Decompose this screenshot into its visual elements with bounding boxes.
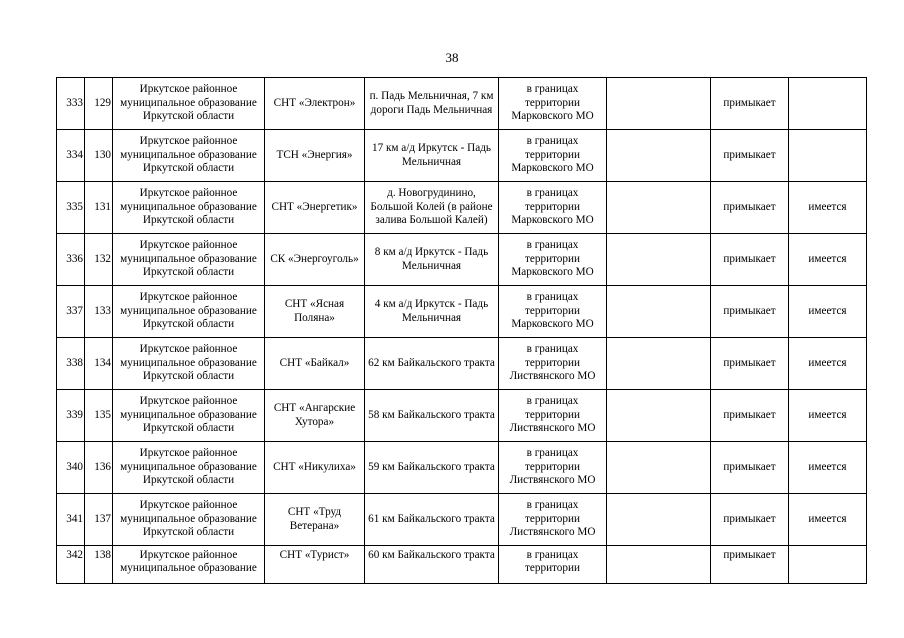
page-number: 38 bbox=[445, 50, 459, 65]
empty-cell bbox=[607, 494, 711, 546]
item-number-cell: 134 bbox=[85, 338, 113, 390]
adjoins-cell: примыкает bbox=[711, 78, 789, 130]
item-number-cell: 136 bbox=[85, 442, 113, 494]
row-number-cell: 341 bbox=[57, 494, 85, 546]
item-number-cell: 138 bbox=[85, 546, 113, 584]
table-row bbox=[57, 78, 867, 130]
empty-cell bbox=[607, 546, 711, 584]
row-number-cell: 339 bbox=[57, 390, 85, 442]
organization-name-cell: СНТ «Электрон» bbox=[265, 78, 365, 130]
adjoins-cell: примыкает bbox=[711, 546, 789, 584]
exists-cell bbox=[789, 130, 867, 182]
boundaries-cell: в границах территории Листвянского МО bbox=[499, 442, 607, 494]
exists-cell: имеется bbox=[789, 234, 867, 286]
organization-name-cell: ТСН «Энергия» bbox=[265, 130, 365, 182]
municipality-cell: Иркутское районное муниципальное образование Иркутской области bbox=[113, 234, 265, 286]
boundaries-cell: в границах территории Марковского МО bbox=[499, 234, 607, 286]
row-number-cell: 336 bbox=[57, 234, 85, 286]
table-row bbox=[57, 130, 867, 182]
row-number-cell: 338 bbox=[57, 338, 85, 390]
municipality-cell: Иркутское районное муниципальное образование Иркутской области bbox=[113, 494, 265, 546]
boundaries-cell: в границах территории Листвянского МО bbox=[499, 494, 607, 546]
empty-cell bbox=[607, 182, 711, 234]
adjoins-cell: примыкает bbox=[711, 182, 789, 234]
location-cell: 59 км Байкальского тракта bbox=[365, 442, 499, 494]
row-number-cell: 337 bbox=[57, 286, 85, 338]
table-row bbox=[57, 442, 867, 494]
organization-name-cell: СНТ «Ясная Поляна» bbox=[265, 286, 365, 338]
organization-name-cell: СНТ «Труд Ветерана» bbox=[265, 494, 365, 546]
municipality-cell: Иркутское районное муниципальное образование Иркутской области bbox=[113, 78, 265, 130]
empty-cell bbox=[607, 234, 711, 286]
organization-name-cell: СНТ «Ангарские Хутора» bbox=[265, 390, 365, 442]
municipality-cell: Иркутское районное муниципальное образование Иркутской области bbox=[113, 390, 265, 442]
adjoins-cell: примыкает bbox=[711, 390, 789, 442]
exists-cell: имеется bbox=[789, 390, 867, 442]
row-number-cell: 340 bbox=[57, 442, 85, 494]
boundaries-cell: в границах территории Марковского МО bbox=[499, 78, 607, 130]
organization-name-cell: СНТ «Байкал» bbox=[265, 338, 365, 390]
adjoins-cell: примыкает bbox=[711, 338, 789, 390]
table-row bbox=[57, 390, 867, 442]
adjoins-cell: примыкает bbox=[711, 130, 789, 182]
item-number-cell: 133 bbox=[85, 286, 113, 338]
location-cell: 17 км а/д Иркутск - Падь Мельничная bbox=[365, 130, 499, 182]
boundaries-cell: в границах территории Листвянского МО bbox=[499, 338, 607, 390]
empty-cell bbox=[607, 338, 711, 390]
boundaries-cell: в границах территории Марковского МО bbox=[499, 130, 607, 182]
item-number-cell: 130 bbox=[85, 130, 113, 182]
organization-name-cell: СК «Энергоуголь» bbox=[265, 234, 365, 286]
municipality-cell: Иркутское районное муниципальное образование Иркутской области bbox=[113, 286, 265, 338]
exists-cell: имеется bbox=[789, 182, 867, 234]
adjoins-cell: примыкает bbox=[711, 234, 789, 286]
location-cell: д. Новогрудинино, Большой Колей (в районе залива Большой Калей) bbox=[365, 182, 499, 234]
location-cell: 58 км Байкальского тракта bbox=[365, 390, 499, 442]
location-cell: 60 км Байкальского тракта bbox=[365, 546, 499, 584]
organization-name-cell: СНТ «Никулиха» bbox=[265, 442, 365, 494]
boundaries-cell: в границах территории Марковского МО bbox=[499, 182, 607, 234]
location-cell: 62 км Байкальского тракта bbox=[365, 338, 499, 390]
empty-cell bbox=[607, 390, 711, 442]
table-row bbox=[57, 182, 867, 234]
location-cell: 4 км а/д Иркутск - Падь Мельничная bbox=[365, 286, 499, 338]
table-row bbox=[57, 494, 867, 546]
item-number-cell: 132 bbox=[85, 234, 113, 286]
location-cell: 61 км Байкальского тракта bbox=[365, 494, 499, 546]
exists-cell bbox=[789, 546, 867, 584]
table-row bbox=[57, 286, 867, 338]
boundaries-cell: в границах территории Марковского МО bbox=[499, 286, 607, 338]
row-number-cell: 335 bbox=[57, 182, 85, 234]
municipality-cell: Иркутское районное муниципальное образование Иркутской области bbox=[113, 182, 265, 234]
exists-cell: имеется bbox=[789, 286, 867, 338]
boundaries-cell: в границах территории Листвянского МО bbox=[499, 390, 607, 442]
adjoins-cell: примыкает bbox=[711, 494, 789, 546]
item-number-cell: 129 bbox=[85, 78, 113, 130]
item-number-cell: 135 bbox=[85, 390, 113, 442]
empty-cell bbox=[607, 78, 711, 130]
municipality-cell: Иркутское районное муниципальное образование Иркутской области bbox=[113, 338, 265, 390]
table-row bbox=[57, 338, 867, 390]
exists-cell: имеется bbox=[789, 494, 867, 546]
exists-cell: имеется bbox=[789, 338, 867, 390]
municipality-cell: Иркутское районное муниципальное образование bbox=[113, 546, 265, 584]
row-number-cell: 333 bbox=[57, 78, 85, 130]
table-row bbox=[57, 546, 867, 584]
organization-name-cell: СНТ «Энергетик» bbox=[265, 182, 365, 234]
item-number-cell: 131 bbox=[85, 182, 113, 234]
boundaries-cell: в границах территории bbox=[499, 546, 607, 584]
empty-cell bbox=[607, 286, 711, 338]
adjoins-cell: примыкает bbox=[711, 442, 789, 494]
table-row bbox=[57, 234, 867, 286]
location-cell: п. Падь Мельничная, 7 км дороги Падь Мельничная bbox=[365, 78, 499, 130]
organization-name-cell: СНТ «Турист» bbox=[265, 546, 365, 584]
municipality-cell: Иркутское районное муниципальное образование Иркутской области bbox=[113, 130, 265, 182]
exists-cell: имеется bbox=[789, 442, 867, 494]
empty-cell bbox=[607, 130, 711, 182]
registry-table bbox=[56, 77, 867, 584]
exists-cell bbox=[789, 78, 867, 130]
empty-cell bbox=[607, 442, 711, 494]
municipality-cell: Иркутское районное муниципальное образование Иркутской области bbox=[113, 442, 265, 494]
adjoins-cell: примыкает bbox=[711, 286, 789, 338]
location-cell: 8 км а/д Иркутск - Падь Мельничная bbox=[365, 234, 499, 286]
row-number-cell: 342 bbox=[57, 546, 85, 584]
item-number-cell: 137 bbox=[85, 494, 113, 546]
row-number-cell: 334 bbox=[57, 130, 85, 182]
